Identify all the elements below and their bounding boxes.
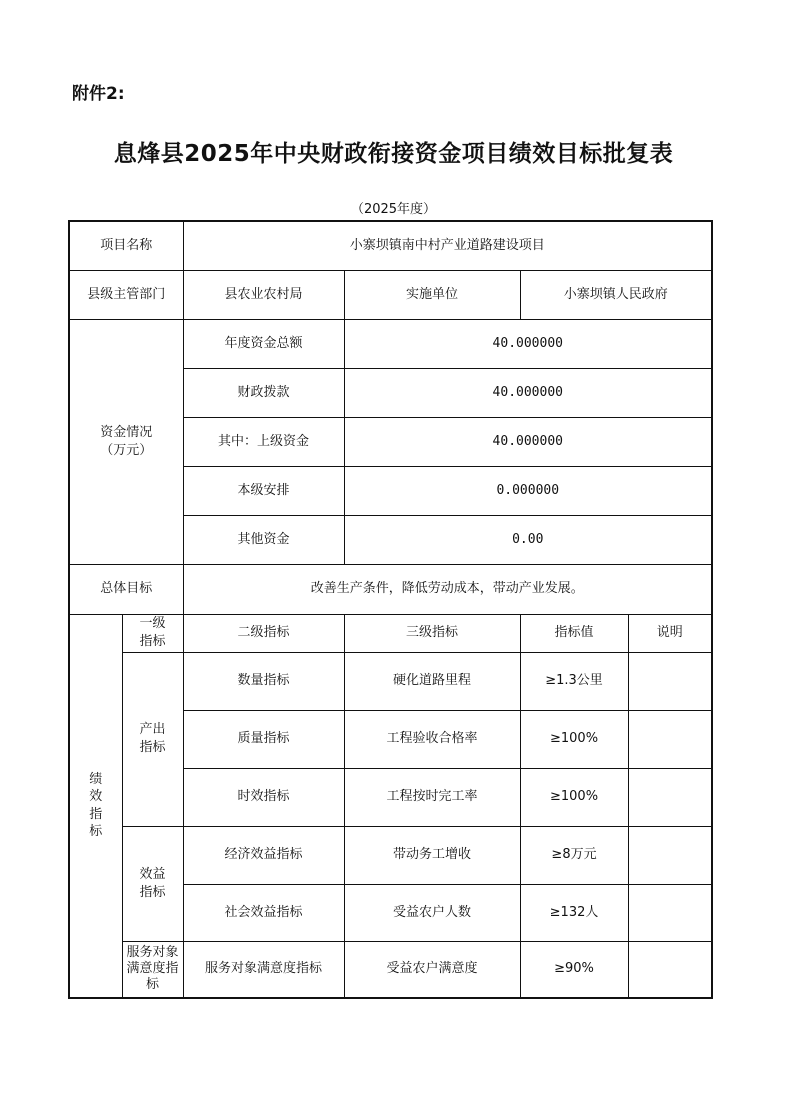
indicator-row: [69, 826, 712, 884]
fund-row-value: 40.000000: [344, 319, 712, 368]
department-label: 县级主管部门: [69, 270, 183, 319]
unit-value: 小寨坝镇人民政府: [520, 270, 712, 319]
indicator-level2: 服务对象满意度指标: [183, 941, 344, 998]
funds-label-line2: （万元）: [100, 442, 153, 458]
output-indicator-label: 产出 指标: [122, 652, 183, 826]
fund-row-value: 0.00: [344, 515, 712, 564]
fund-row-label: 其中：上级资金: [183, 417, 344, 466]
fund-row-value: 40.000000: [344, 417, 712, 466]
funds-label-line1: 资金情况: [100, 424, 153, 440]
indicator-value: ≥90%: [520, 941, 628, 998]
note-header: 说明: [628, 614, 712, 652]
funds-row: [69, 319, 712, 368]
indicator-row: [69, 941, 712, 998]
indicator-level3: 工程验收合格率: [344, 710, 520, 768]
indicator-note: [628, 941, 712, 998]
indicator-level2: 经济效益指标: [183, 826, 344, 884]
year-label: （2025年度）: [350, 202, 437, 217]
fund-row-label: 其他资金: [183, 515, 344, 564]
indicator-value: ≥1.3公里: [520, 652, 628, 710]
fund-row-value: 0.000000: [344, 466, 712, 515]
service-indicator-label: 服务对象 满意度指 标: [122, 941, 183, 998]
indicator-level3: 硬化道路里程: [344, 652, 520, 710]
level3-header: 三级指标: [344, 614, 520, 652]
fund-row-value: 40.000000: [344, 368, 712, 417]
funds-label: [69, 319, 183, 564]
indicator-note: [628, 768, 712, 826]
department-value: 县农业农村局: [183, 270, 344, 319]
indicator-level3: 工程按时完工率: [344, 768, 520, 826]
department-row: [69, 270, 712, 319]
indicator-note: [628, 710, 712, 768]
indicator-section-label: 绩 效 指 标: [69, 614, 122, 998]
goal-row: [69, 564, 712, 614]
unit-label: 实施单位: [344, 270, 520, 319]
indicator-note: [628, 652, 712, 710]
indicator-level2: 时效指标: [183, 768, 344, 826]
indicator-value: ≥100%: [520, 710, 628, 768]
indicator-level3: 受益农户满意度: [344, 941, 520, 998]
indicator-level2: 质量指标: [183, 710, 344, 768]
project-name-label: 项目名称: [69, 221, 183, 270]
indicator-row: [69, 652, 712, 710]
fund-row-label: 本级安排: [183, 466, 344, 515]
project-name-value: 小寨坝镇南中村产业道路建设项目: [183, 221, 712, 270]
level2-header: 二级指标: [183, 614, 344, 652]
indicator-level3: 带动务工增收: [344, 826, 520, 884]
project-name-row: [69, 221, 712, 270]
fund-row-label: 年度资金总额: [183, 319, 344, 368]
goal-label: 总体目标: [69, 564, 183, 614]
approval-table: [68, 220, 713, 999]
goal-value: 改善生产条件，降低劳动成本，带动产业发展。: [183, 564, 712, 614]
level1-header: 一级 指标: [122, 614, 183, 652]
indicator-header-row: [69, 614, 712, 652]
value-header: 指标值: [520, 614, 628, 652]
page-title: 息烽县2025年中央财政衔接资金项目绩效目标批复表: [113, 141, 674, 167]
indicator-level2: 数量指标: [183, 652, 344, 710]
benefit-indicator-label: 效益 指标: [122, 826, 183, 941]
indicator-note: [628, 826, 712, 884]
attachment-label: 附件2:: [72, 84, 125, 104]
indicator-value: ≥132人: [520, 884, 628, 941]
indicator-value: ≥8万元: [520, 826, 628, 884]
indicator-value: ≥100%: [520, 768, 628, 826]
indicator-note: [628, 884, 712, 941]
indicator-level3: 受益农户人数: [344, 884, 520, 941]
fund-row-label: 财政拨款: [183, 368, 344, 417]
indicator-level2: 社会效益指标: [183, 884, 344, 941]
